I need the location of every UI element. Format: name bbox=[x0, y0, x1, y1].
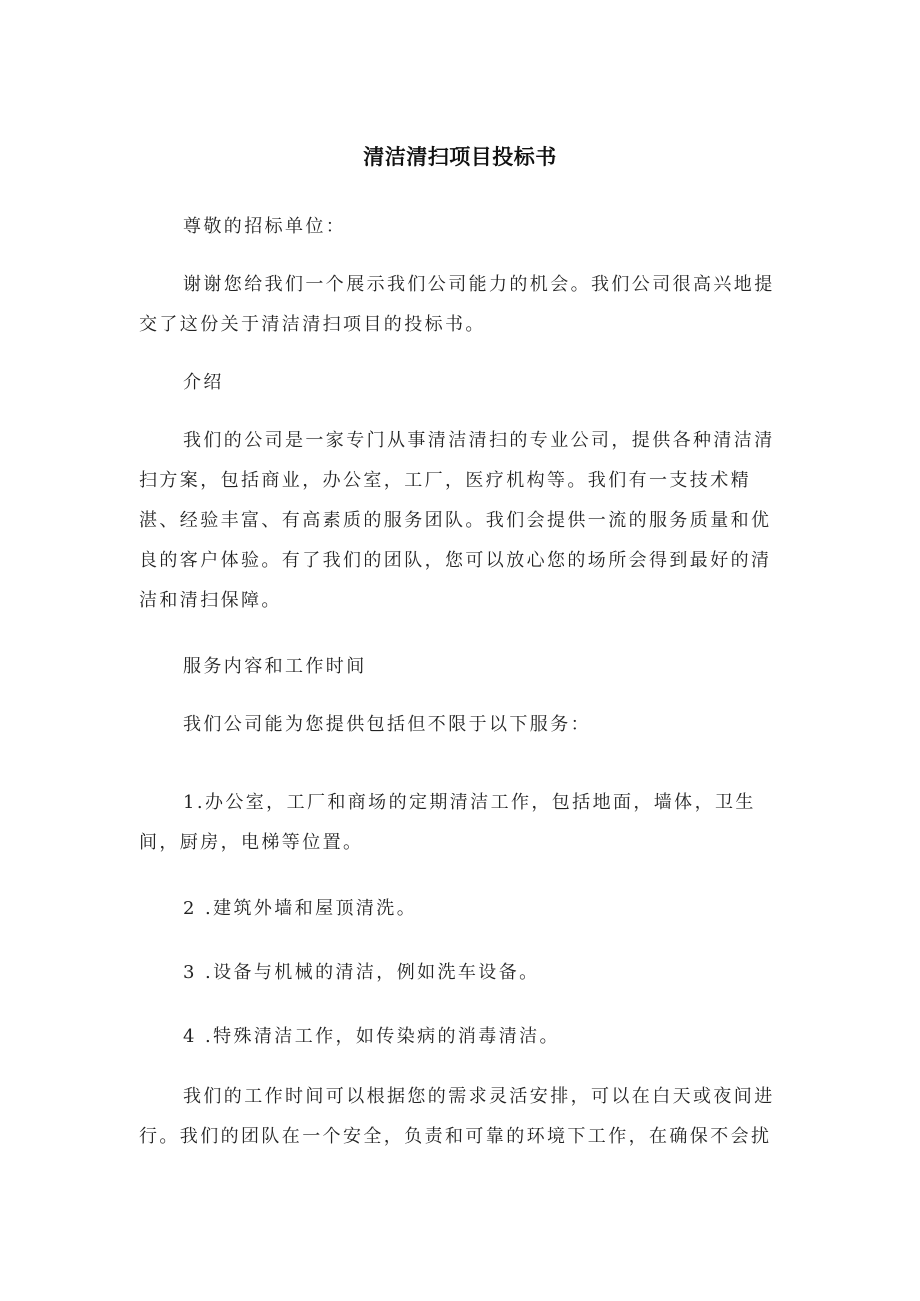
hours-paragraph: 我们的工作时间可以根据您的需求灵活安排，可以在白天或夜间进行。我们的团队在一个安全，负责和可靠的环境下工作，在确保不会扰 bbox=[139, 1086, 775, 1147]
service-item-4: 4 .特殊清洁工作，如传染病的消毒清洁。 bbox=[183, 1026, 560, 1047]
salutation: 尊敬的招标单位： bbox=[183, 216, 347, 237]
service-item-2: 2 .建筑外墙和屋顶清洗。 bbox=[183, 898, 418, 919]
services-lead: 我们公司能为您提供包括但不限于以下服务： bbox=[183, 714, 591, 735]
service-item-1: 1.办公室，工厂和商场的定期清洁工作，包括地面，墙体，卫生间，厨房，电梯等位置。 bbox=[139, 792, 756, 853]
intro-paragraph: 我们的公司是一家专门从事清洁清扫的专业公司，提供各种清洁清扫方案，包括商业，办公室，工厂，医疗机构等。我们有一支技术精湛、经验丰富、有高素质的服务团队。我们会提供一流的服务质量和优良的客户体验。有了我们的团队，您可以放心您的场所会得到最好的清洁和清扫保障。 bbox=[139, 430, 775, 611]
services-heading: 服务内容和工作时间 bbox=[183, 656, 367, 677]
intro-heading: 介绍 bbox=[183, 372, 224, 393]
thanks-paragraph: 谢谢您给我们一个展示我们公司能力的机会。我们公司很高兴地提交了这份关于清洁清扫项目的投标书。 bbox=[139, 274, 775, 335]
document-title: 清洁清扫项目投标书 bbox=[363, 145, 557, 169]
service-item-3: 3 .设备与机械的清洁，例如洗车设备。 bbox=[183, 962, 540, 983]
